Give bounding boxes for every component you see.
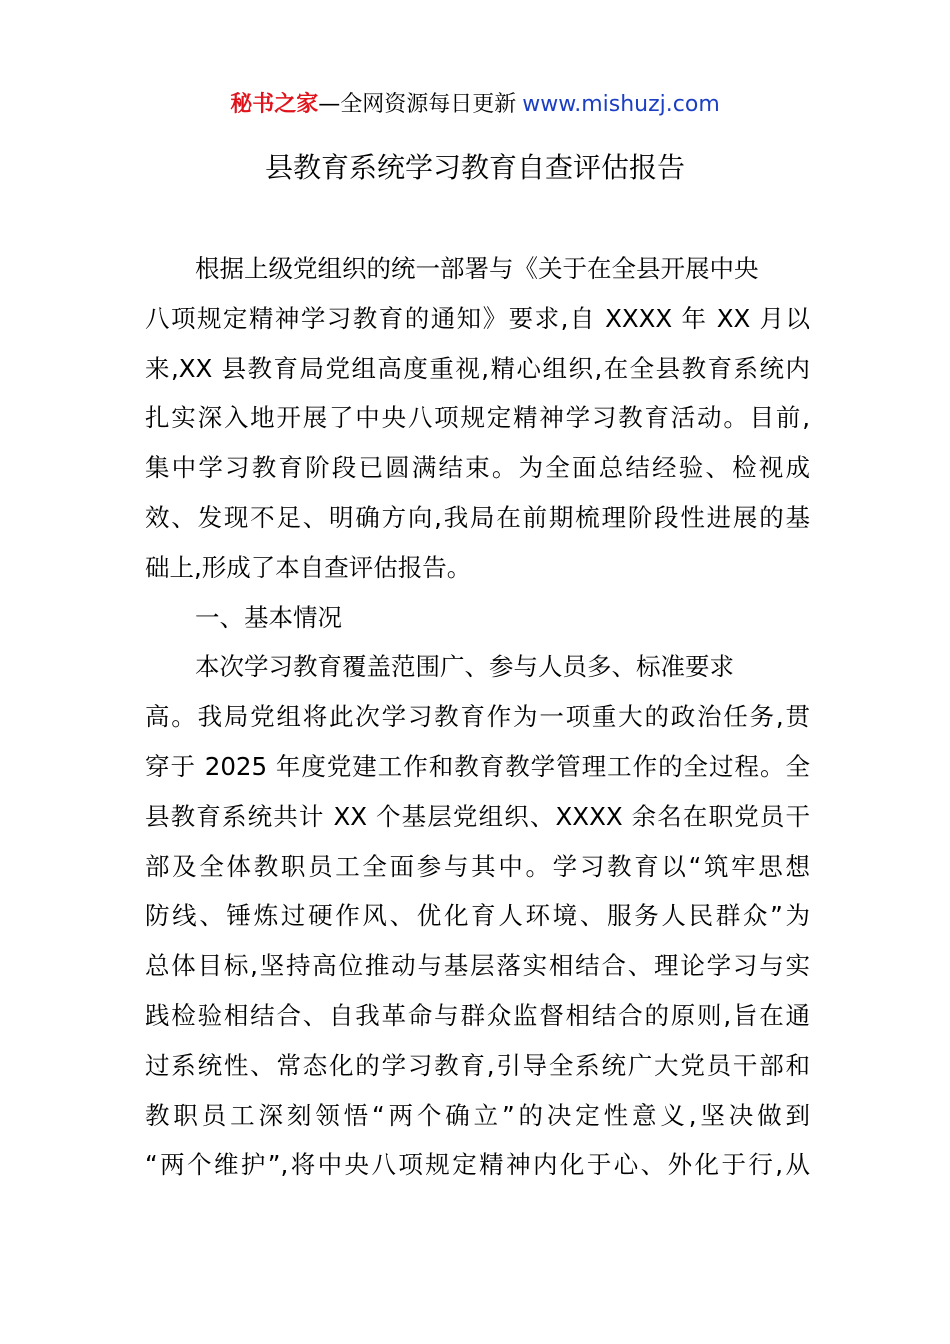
- site-brand: 秘书之家: [230, 92, 319, 117]
- paragraph-line: 础上,形成了本自查评估报告。: [145, 552, 472, 582]
- paragraph-line: 来,XX 县教育局党组高度重视,精心组织,在全县教育系统内: [145, 353, 810, 383]
- paragraph-line: 扎实深入地开展了中央八项规定精神学习教育活动。目前,: [145, 403, 810, 433]
- section-heading: 一、基本情况: [195, 602, 342, 632]
- paragraph-line: 践检验相结合、自我革命与群众监督相结合的原则,旨在通: [145, 1000, 810, 1030]
- paragraph-line: 本次学习教育覆盖范围广、参与人员多、标准要求: [195, 652, 734, 682]
- paragraph-line: 防线、锤炼过硬作风、优化育人环境、服务人民群众”为: [145, 901, 810, 931]
- paragraph-line: 过系统性、常态化的学习教育,引导全系统广大党员干部和: [145, 1050, 810, 1080]
- site-tagline: —全网资源每日更新: [318, 92, 517, 117]
- paragraph-line: 集中学习教育阶段已圆满结束。为全面总结经验、检视成: [145, 453, 810, 483]
- paragraph-line: 穿于 2025 年度党建工作和教育教学管理工作的全过程。全: [145, 751, 810, 781]
- document-body: [145, 244, 810, 1190]
- paragraph-line: 八项规定精神学习教育的通知》要求,自 XXXX 年 XX 月以: [145, 303, 811, 333]
- document-title: 县教育系统学习教育自查评估报告: [264, 151, 685, 184]
- paragraph-line: 效、发现不足、明确方向,我局在前期梳理阶段性进展的基: [145, 502, 810, 532]
- paragraph-line: 总体目标,坚持高位推动与基层落实相结合、理论学习与实: [145, 951, 810, 981]
- site-url-link[interactable]: www.mishuzj.com: [522, 92, 720, 117]
- paragraph-line: 高。我局党组将此次学习教育作为一项重大的政治任务,贯: [145, 702, 810, 732]
- paragraph-line: 根据上级党组织的统一部署与《关于在全县开展中央: [195, 254, 759, 283]
- paragraph-line: 部及全体教职员工全面参与其中。学习教育以“筑牢思想: [145, 851, 810, 881]
- paragraph-line: 教职员工深刻领悟“两个确立”的决定性意义,坚决做到: [145, 1100, 810, 1130]
- paragraph-line: 县教育系统共计 XX 个基层党组织、XXXX 余名在职党员干: [145, 801, 810, 831]
- paragraph-line: “两个维护”,将中央八项规定精神内化于心、外化于行,从: [145, 1150, 810, 1180]
- site-header: [0, 90, 950, 120]
